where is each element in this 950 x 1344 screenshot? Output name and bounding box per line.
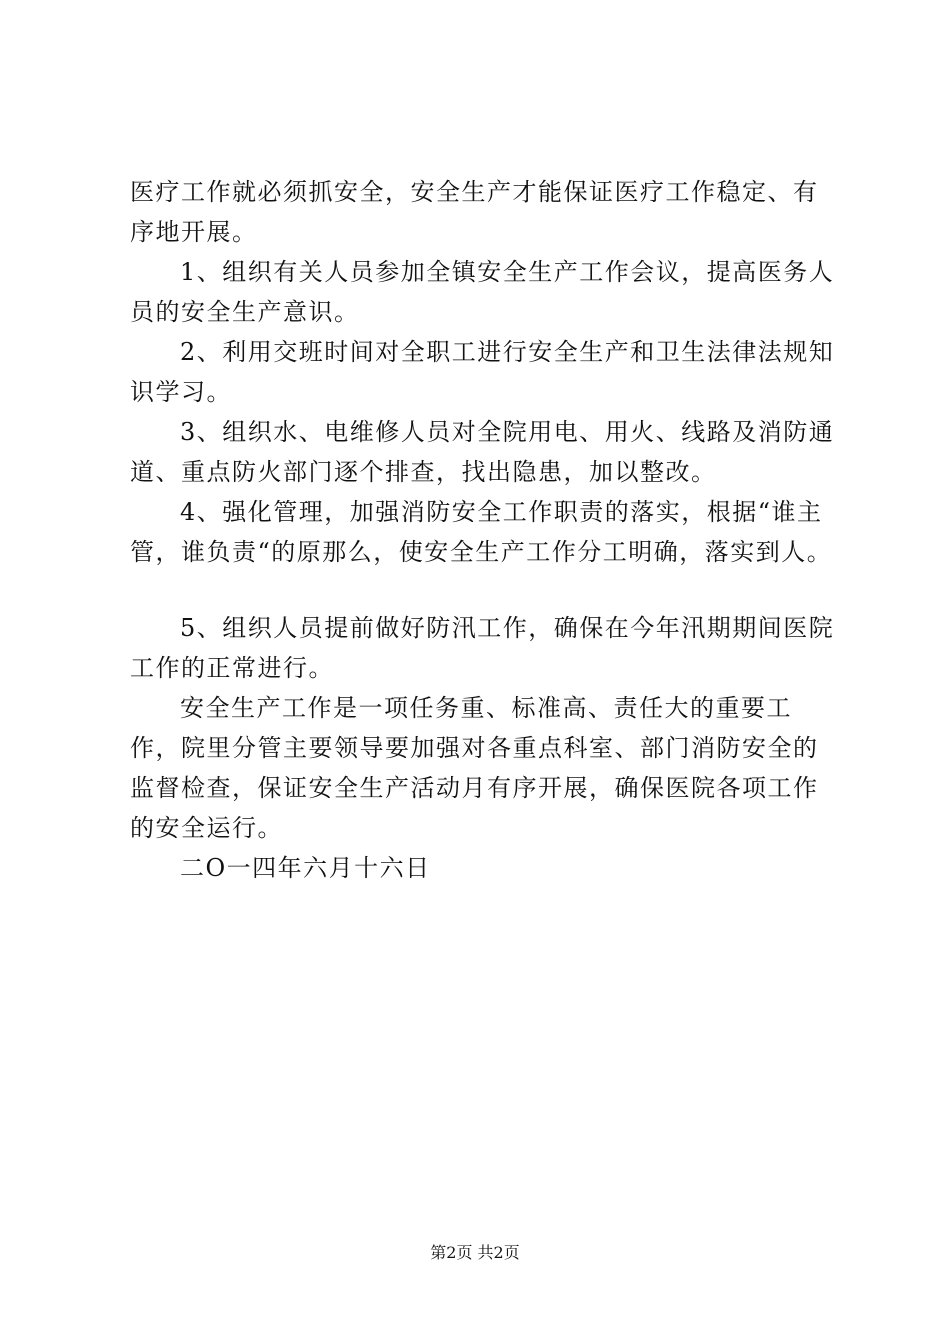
paragraph-item-4: 4、强化管理，加强消防安全工作职责的落实，根据“谁主管，谁负责“的原那么，使安全生产工作分工明确，落实到人。: [130, 498, 833, 566]
paragraph-item-2: 2、利用交班时间对全职工进行安全生产和卫生法律法规知识学习。: [130, 338, 835, 406]
paragraph-summary: 安全生产工作是一项任务重、标准高、责任大的重要工作，院里分管主要领导要加强对各重点科室、部门消防安全的监督检查，保证安全生产活动月有序开展，确保医院各项工作的安全运行。: [130, 694, 819, 842]
document-date: 二O一四年六月十六日: [180, 854, 431, 882]
paragraph-item-5: 5、组织人员提前做好防汛工作，确保在今年汛期期间医院工作的正常进行。: [130, 614, 835, 682]
document-body: [130, 172, 835, 888]
paragraph-intro-continuation: 医疗工作就必须抓安全，安全生产才能保证医疗工作稳定、有序地开展。: [130, 178, 819, 246]
paragraph-item-1: 1、组织有关人员参加全镇安全生产工作会议，提高医务人员的安全生产意识。: [130, 258, 835, 326]
paragraph-item-3: 3、组织水、电维修人员对全院用电、用火、线路及消防通道、重点防火部门逐个排查，找出隐患，加以整改。: [130, 418, 835, 486]
page-number-footer: 第2页 共2页: [430, 1243, 520, 1262]
